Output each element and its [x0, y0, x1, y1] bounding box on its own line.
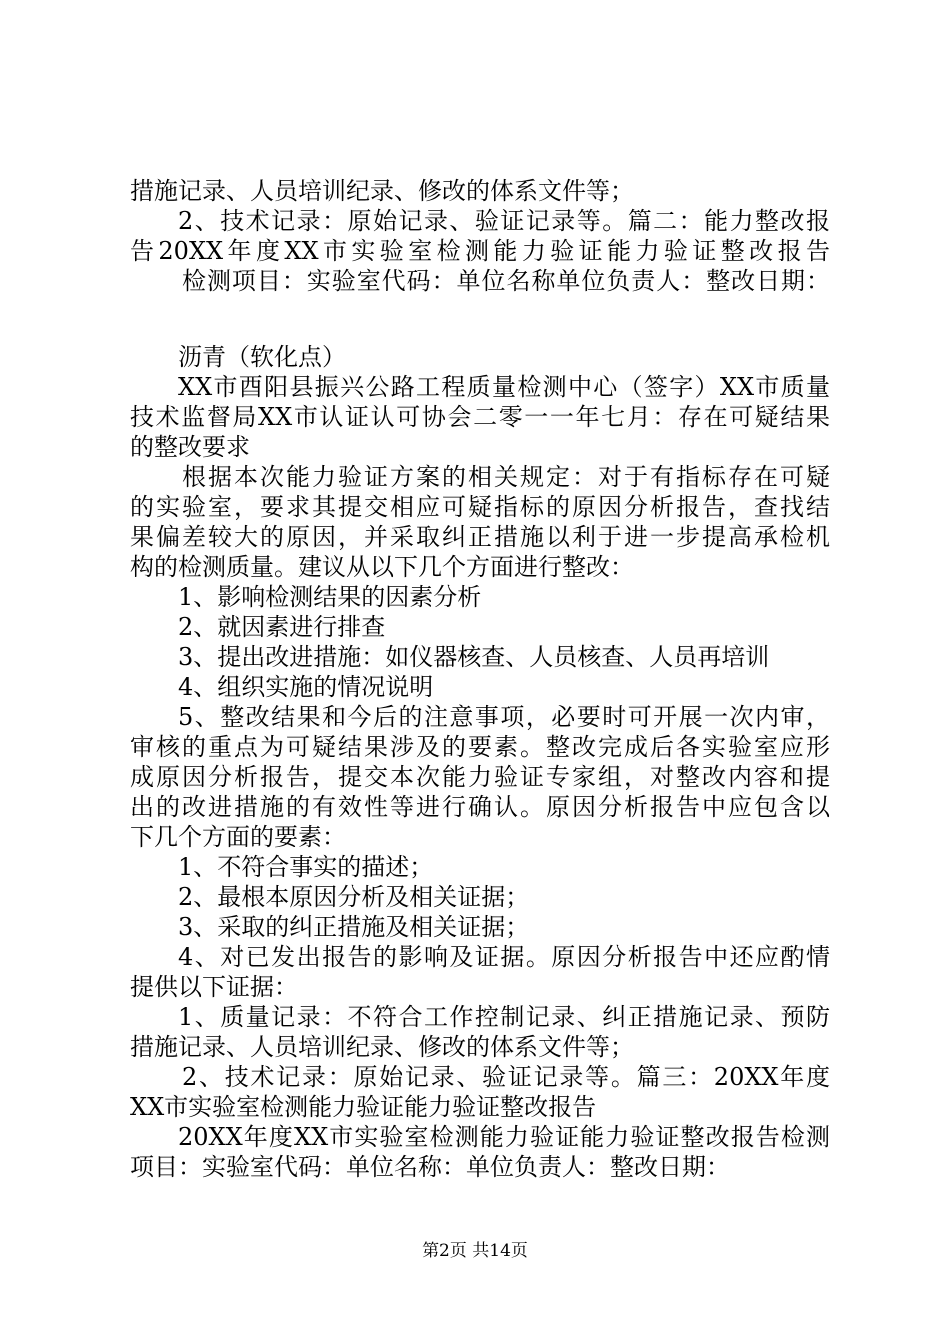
text-line: 提供以下证据： — [130, 973, 298, 1001]
text-line: 3、采取的纠正措施及相关证据； — [178, 913, 530, 941]
text-line: XX市实验室检测能力验证能力验证整改报告 — [130, 1093, 597, 1121]
text-line: 沥青（软化点） — [178, 343, 346, 371]
text-line: 的整改要求 — [130, 433, 250, 461]
text-line: 检测项目：实验室代码：单位名称单位负责人：整改日期： — [182, 267, 830, 295]
text-line: 1、影响检测结果的因素分析 — [178, 583, 482, 611]
text-line: 项目：实验室代码：单位名称：单位负责人：整改日期： — [130, 1153, 730, 1181]
text-line: 3、提出改进措施：如仪器核查、人员核查、人员再培训 — [178, 643, 770, 671]
text-line: 1、不符合事实的描述； — [178, 853, 434, 881]
text-line: 4、组织实施的情况说明 — [178, 673, 434, 701]
text-line: 根据本次能力验证方案的相关规定：对于有指标存在可疑 — [182, 463, 830, 491]
text-line: 构的检测质量。建议从以下几个方面进行整改： — [130, 553, 634, 581]
text-line: 措施记录、人员培训纪录、修改的体系文件等； — [130, 177, 634, 205]
text-line: 告20XX年度XX市实验室检测能力验证能力验证整改报告 — [130, 237, 830, 265]
document-body — [130, 176, 830, 1182]
text-line: 5、整改结果和今后的注意事项，必要时可开展一次内审， — [178, 703, 830, 731]
text-line: XX市酉阳县振兴公路工程质量检测中心（签字）XX市质量 — [178, 373, 830, 401]
text-line: 措施记录、人员培训纪录、修改的体系文件等； — [130, 1033, 634, 1061]
text-line: 技术监督局XX市认证认可协会二零一一年七月：存在可疑结果 — [130, 403, 830, 431]
text-line: 1、质量记录：不符合工作控制记录、纠正措施记录、预防 — [178, 1003, 830, 1031]
text-line: 成原因分析报告，提交本次能力验证专家组，对整改内容和提 — [130, 763, 830, 791]
text-line: 4、对已发出报告的影响及证据。原因分析报告中还应酌情 — [178, 943, 830, 971]
text-line: 审核的重点为可疑结果涉及的要素。整改完成后各实验室应形 — [130, 733, 830, 761]
text-line: 2、就因素进行排查 — [178, 613, 386, 641]
text-line: 的实验室，要求其提交相应可疑指标的原因分析报告，查找结 — [130, 493, 830, 521]
text-line: 出的改进措施的有效性等进行确认。原因分析报告中应包含以 — [130, 793, 830, 821]
text-line: 果偏差较大的原因，并采取纠正措施以利于进一步提高承检机 — [130, 523, 830, 551]
text-line: 2、技术记录：原始记录、验证记录等。篇二：能力整改报 — [178, 207, 830, 235]
blank-line — [130, 296, 830, 342]
text-line: 2、技术记录：原始记录、验证记录等。篇三：20XX年度 — [182, 1063, 830, 1091]
text-line: 2、最根本原因分析及相关证据； — [178, 883, 530, 911]
text-line: 20XX年度XX市实验室检测能力验证能力验证整改报告检测 — [178, 1123, 830, 1151]
page-number-footer: 第2页 共14页 — [422, 1241, 528, 1261]
text-line: 下几个方面的要素： — [130, 823, 346, 851]
